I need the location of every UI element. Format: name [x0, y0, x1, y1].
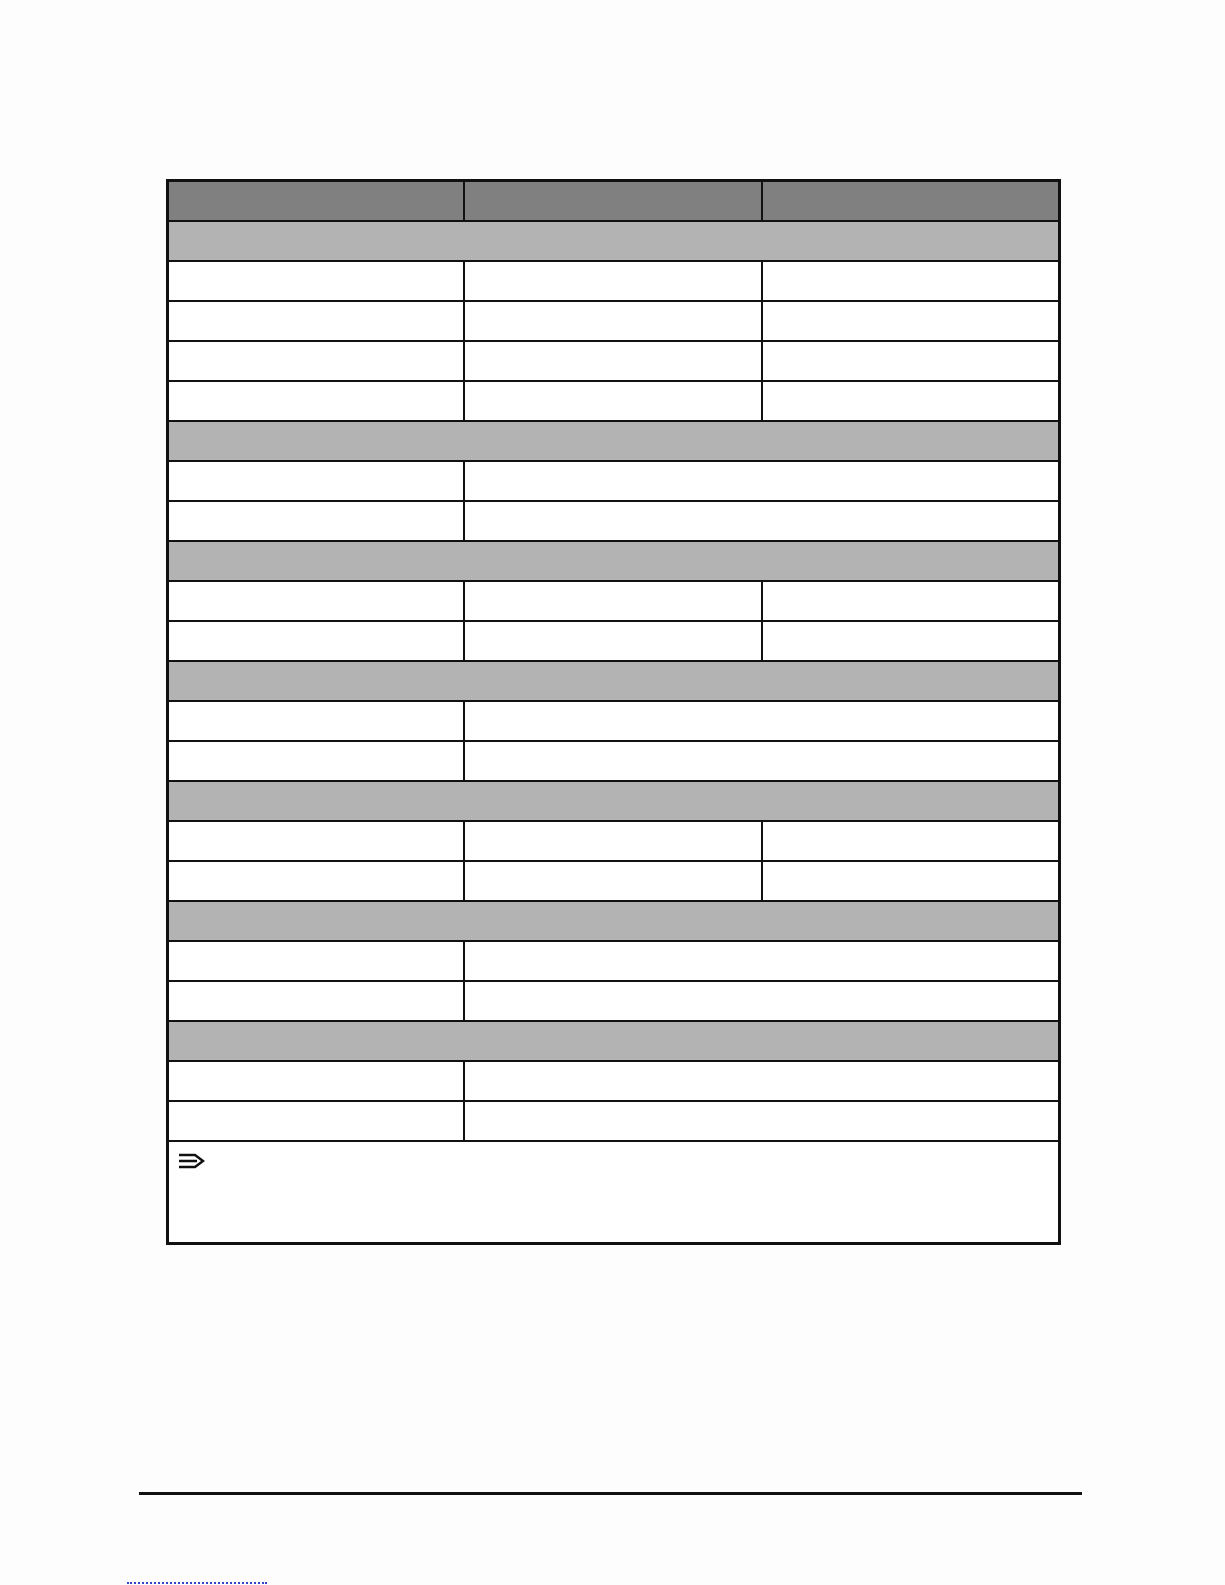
spec-table [166, 179, 1061, 1245]
table-cell [464, 981, 1060, 1021]
table-cell [464, 381, 762, 421]
table-cell [168, 301, 464, 341]
section-label [168, 901, 1060, 941]
section-row [168, 221, 1060, 261]
table-row [168, 341, 1060, 381]
table-cell [762, 301, 1060, 341]
table-cell [762, 621, 1060, 661]
table-cell [168, 1101, 464, 1141]
table-cell [168, 941, 464, 981]
section-label [168, 781, 1060, 821]
table-cell [168, 1061, 464, 1101]
table-cell [762, 581, 1060, 621]
table-cell [762, 341, 1060, 381]
table-row [168, 1101, 1060, 1141]
note-pencil-icon [177, 1152, 207, 1170]
section-row [168, 661, 1060, 701]
table-row [168, 981, 1060, 1021]
table-row [168, 581, 1060, 621]
note-row [168, 1141, 1060, 1244]
table-cell [168, 981, 464, 1021]
table-row [168, 1061, 1060, 1101]
table-cell [464, 301, 762, 341]
section-label [168, 661, 1060, 701]
section-row [168, 901, 1060, 941]
table-cell [762, 861, 1060, 901]
table-cell [464, 701, 1060, 741]
table-cell [168, 261, 464, 301]
table-cell [464, 741, 1060, 781]
section-row [168, 781, 1060, 821]
note-cell [168, 1141, 1060, 1244]
table-header-row [168, 181, 1060, 222]
table-cell [464, 621, 762, 661]
table-row [168, 741, 1060, 781]
table-cell [464, 261, 762, 301]
section-row [168, 421, 1060, 461]
section-label [168, 221, 1060, 261]
bottom-link[interactable] [127, 1580, 267, 1584]
table-cell [168, 501, 464, 541]
section-row [168, 1021, 1060, 1061]
table-cell [168, 861, 464, 901]
table-row [168, 381, 1060, 421]
table-cell [168, 821, 464, 861]
table-cell [168, 341, 464, 381]
table-cell [168, 701, 464, 741]
table-cell [168, 381, 464, 421]
table-row [168, 701, 1060, 741]
table-cell [168, 461, 464, 501]
table-cell [464, 861, 762, 901]
header-cell-1 [168, 181, 464, 222]
spec-table-body [168, 181, 1060, 1244]
table-cell [168, 741, 464, 781]
section-label [168, 541, 1060, 581]
table-cell [464, 941, 1060, 981]
table-row [168, 461, 1060, 501]
table-cell [464, 1101, 1060, 1141]
table-cell [762, 261, 1060, 301]
table-row [168, 501, 1060, 541]
table-cell [464, 461, 1060, 501]
table-row [168, 861, 1060, 901]
table-cell [762, 821, 1060, 861]
table-row [168, 821, 1060, 861]
table-cell [464, 821, 762, 861]
table-row [168, 301, 1060, 341]
table-cell [168, 581, 464, 621]
section-label [168, 1021, 1060, 1061]
table-cell [464, 501, 1060, 541]
table-row [168, 941, 1060, 981]
section-row [168, 541, 1060, 581]
section-label [168, 421, 1060, 461]
table-cell [762, 381, 1060, 421]
table-row [168, 621, 1060, 661]
table-cell [168, 621, 464, 661]
table-cell [464, 581, 762, 621]
table-cell [464, 341, 762, 381]
header-cell-2 [464, 181, 762, 222]
table-cell [464, 1061, 1060, 1101]
header-cell-3 [762, 181, 1060, 222]
table-row [168, 261, 1060, 301]
footer-rule [139, 1492, 1082, 1495]
